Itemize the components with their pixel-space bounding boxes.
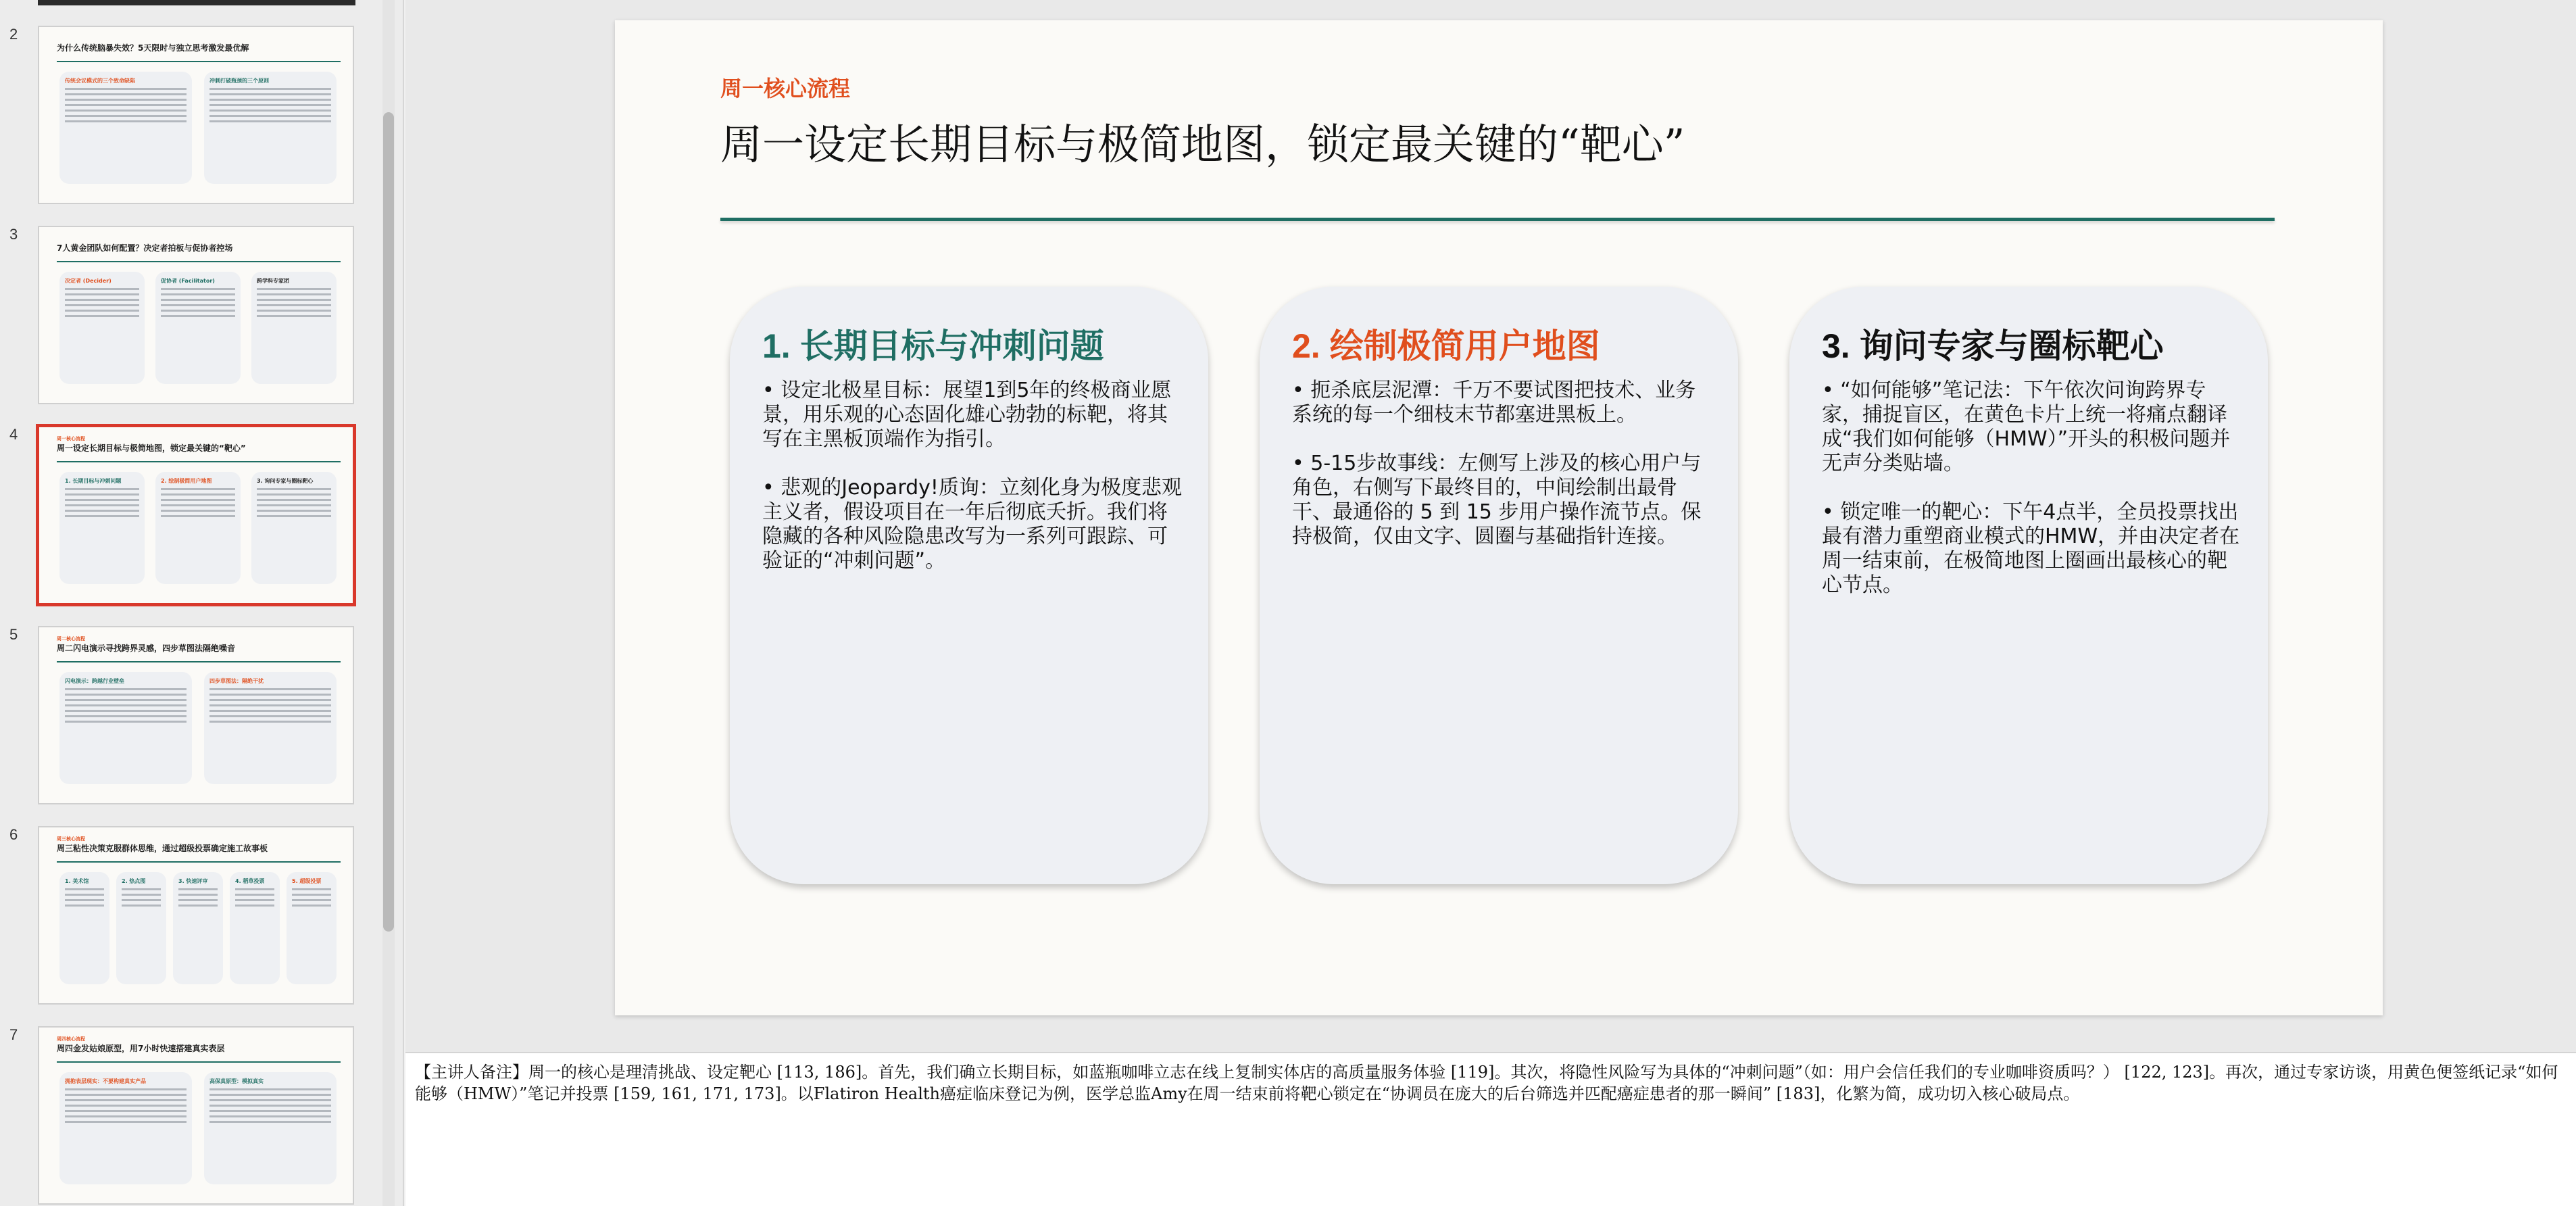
slide-kicker[interactable]: 周一核心流程 xyxy=(720,76,851,101)
slide-thumbnail-4-selected[interactable] xyxy=(36,424,356,606)
thumb-card-heading: 决定者 (Decider) xyxy=(65,278,112,284)
speaker-notes-text[interactable]: 【主讲人备注】周一的核心是理清挑战、设定靶心 [113, 186]。首先，我们确立长期目标，如蓝瓶咖啡立志在线上复制实体店的高质量服务体验 [119]。其次，将隐性风险写为具体的“冲刺问题”（如：用户会信任我们的专业咖啡资质吗？） [122, 123]。再次，通过专家访谈，用黄色便签纸记录“如何能够（HMW）”笔记并投票 [159, 161, 171, 173]。以Flatiron Health癌症临床登记为例，医学总监Amy在周一结束前将靶心锁定在“协调员在庞大的后台筛选并匹配癌症患者的那一瞬间” [183]，化繁为简，成功切入核心破局点。 xyxy=(415,1063,2558,1103)
slide-editor-canvas[interactable] xyxy=(405,0,2576,1052)
thumb-card-heading: 2. 热点图 xyxy=(122,878,146,884)
card-body[interactable] xyxy=(762,379,1183,598)
title-divider-line[interactable] xyxy=(720,218,2275,221)
card-heading[interactable]: 3. 询问专家与圈标靶心 xyxy=(1822,327,2164,365)
thumb-divider xyxy=(57,61,341,62)
thumb-card-text xyxy=(65,688,187,726)
thumb-card-text xyxy=(235,888,274,910)
thumb-card xyxy=(173,872,223,984)
card-bullet[interactable]: • 扼杀底层泥潭：千万不要试图把技术、业务系统的每一个细枝末节都塞进黑板上。 xyxy=(1292,379,1696,427)
thumb-card-text xyxy=(65,288,139,320)
thumb-card-text xyxy=(65,1088,187,1126)
thumb-kicker: 周三核心流程 xyxy=(57,836,85,842)
slide-number-6: 6 xyxy=(9,826,18,843)
thumb-card xyxy=(287,872,337,984)
thumb-card-text xyxy=(209,688,331,726)
thumb-divider xyxy=(57,661,341,662)
slide-thumbnail-6[interactable] xyxy=(38,826,354,1005)
thumb-card xyxy=(59,472,145,584)
thumb-card xyxy=(230,872,280,984)
thumb-kicker: 周一核心流程 xyxy=(57,436,85,441)
card-bullet[interactable]: • 悲观的Jeopardy!质询：立刻化身为极度悲观主义者，假设项目在一年后彻底夭折。我们将隐藏的各种风险隐患改写为一系列可跟踪、可验证的“冲刺问题”。 xyxy=(762,476,1182,573)
thumb-card xyxy=(59,872,109,984)
thumb-divider xyxy=(57,461,341,462)
card-bullet[interactable]: • “如何能够”笔记法：下午依次问询跨界专家，捕捉盲区，在黄色卡片上统一将痛点翻译成“我们如何能够（HMW）”开头的积极问题并无声分类贴墙。 xyxy=(1822,379,2231,475)
slide-thumbnail-5[interactable] xyxy=(38,626,354,804)
thumb-title: 周四金发姑娘原型，用7小时快速搭建真实表层 xyxy=(57,1044,225,1053)
content-card-2[interactable] xyxy=(1260,287,1738,884)
thumb-card-text xyxy=(65,88,187,126)
card-body[interactable] xyxy=(1822,379,2242,622)
thumb-card-text xyxy=(257,488,331,521)
thumb-card-text xyxy=(122,888,161,910)
thumb-card-heading: 5. 超级投票 xyxy=(292,878,322,884)
thumb-card-heading: 传统会议模式的三个致命缺陷 xyxy=(65,78,135,84)
thumb-card-heading: 拥抱表层现实：不要构建真实产品 xyxy=(65,1078,146,1084)
card-bullet[interactable]: • 锁定唯一的靶心：下午4点半，全员投票找出最有潜力重塑商业模式的HMW，并由决定者在周一结束前，在极简地图上圈画出最核心的靶心节点。 xyxy=(1822,500,2240,597)
current-slide[interactable] xyxy=(615,20,2383,1015)
thumb-card xyxy=(251,472,337,584)
thumb-card-text xyxy=(209,1088,331,1126)
thumb-title: 周二闪电演示寻找跨界灵感，四步草图法隔绝噪音 xyxy=(57,644,236,653)
thumb-divider xyxy=(57,261,341,262)
slide-title[interactable]: 周一设定长期目标与极简地图，锁定最关键的“靶心” xyxy=(720,120,1685,169)
thumb-kicker: 周四核心流程 xyxy=(57,1036,85,1042)
thumb-card-heading: 3. 询问专家与圈标靶心 xyxy=(257,478,314,484)
thumb-card-heading: 促协者 (Facilitator) xyxy=(161,278,215,284)
thumb-card-text xyxy=(292,888,331,910)
thumb-card-heading: 闪电演示：跨越行业壁垒 xyxy=(65,678,124,684)
thumb-card-text xyxy=(65,888,104,910)
thumb-card xyxy=(116,872,166,984)
slide-thumbnail-7[interactable] xyxy=(38,1026,354,1205)
thumb-card-text xyxy=(65,488,139,521)
thumb-card-text xyxy=(161,488,235,521)
thumb-card-heading: 冲刺打破瓶颈的三个原则 xyxy=(209,78,269,84)
thumb-card-text xyxy=(161,288,235,320)
content-card-1[interactable] xyxy=(730,287,1208,884)
thumb-card-heading: 高保真原型：模拟真实 xyxy=(209,1078,264,1084)
thumb-card-heading: 跨学科专家团 xyxy=(257,278,289,284)
thumb-card xyxy=(155,472,241,584)
thumb-card-heading: 四步草图法：隔绝干扰 xyxy=(209,678,264,684)
thumb-card xyxy=(59,1072,192,1184)
thumb-card xyxy=(155,272,241,384)
thumb-card xyxy=(251,272,337,384)
thumb-card xyxy=(204,672,337,784)
thumb-card xyxy=(204,1072,337,1184)
thumb-card xyxy=(59,272,145,384)
thumb-title: 周三粘性决策克服群体思维，通过超级投票确定施工故事板 xyxy=(57,844,268,853)
thumb-card xyxy=(204,72,337,184)
content-card-3[interactable] xyxy=(1789,287,2268,884)
thumb-divider xyxy=(57,861,341,863)
slide-number-5: 5 xyxy=(9,626,18,643)
card-heading[interactable]: 1. 长期目标与冲刺问题 xyxy=(762,327,1104,365)
card-bullet[interactable]: • 5-15步故事线：左侧写上涉及的核心用户与角色，右侧写下最终目的，中间绘制出最骨干、最通俗的 5 到 15 步用户操作流节点。保持极简，仅由文字、圆圈与基础指针连接。 xyxy=(1292,452,1702,548)
slide-number-3: 3 xyxy=(9,226,18,243)
card-bullet[interactable]: • 设定北极星目标：展望1到5年的终极商业愿景，用乐观的心态固化雄心勃勃的标靶，将其写在主黑板顶端作为指引。 xyxy=(762,379,1172,451)
thumb-title: 为什么传统脑暴失效？5天限时与独立思考激发最优解 xyxy=(57,43,249,53)
speaker-notes-pane[interactable] xyxy=(405,1052,2576,1206)
slide-thumbnail-3[interactable] xyxy=(38,226,354,404)
thumb-card-heading: 1. 长期目标与冲刺问题 xyxy=(65,478,122,484)
thumb-card-text xyxy=(257,288,331,320)
slide-thumbnail-2[interactable] xyxy=(38,26,354,204)
thumb-card-heading: 3. 快速评审 xyxy=(178,878,208,884)
thumb-card-text xyxy=(209,88,331,126)
thumb-divider xyxy=(57,1061,341,1063)
slide-number-4: 4 xyxy=(9,426,18,443)
thumb-card-heading: 4. 稻草投票 xyxy=(235,878,265,884)
thumb-card-heading: 1. 美术馆 xyxy=(65,878,89,884)
slide-thumbnail-1-partial[interactable] xyxy=(38,0,355,5)
thumb-card xyxy=(59,672,192,784)
thumbnail-scrollbar-thumb[interactable] xyxy=(383,112,394,932)
thumb-card-heading: 2. 绘制极简用户地图 xyxy=(161,478,212,484)
slide-number-2: 2 xyxy=(9,26,18,43)
thumb-card xyxy=(59,72,192,184)
slide-thumbnail-panel[interactable] xyxy=(0,0,404,1206)
card-heading[interactable]: 2. 绘制极简用户地图 xyxy=(1292,327,1600,365)
slide-number-7: 7 xyxy=(9,1026,18,1043)
thumb-title: 周一设定长期目标与极简地图，锁定最关键的“靶心” xyxy=(57,443,246,453)
thumb-kicker: 周二核心流程 xyxy=(57,636,85,642)
thumb-card-text xyxy=(178,888,218,910)
card-body[interactable] xyxy=(1292,379,1712,573)
thumb-title: 7人黄金团队如何配置？决定者拍板与促协者控场 xyxy=(57,243,233,253)
